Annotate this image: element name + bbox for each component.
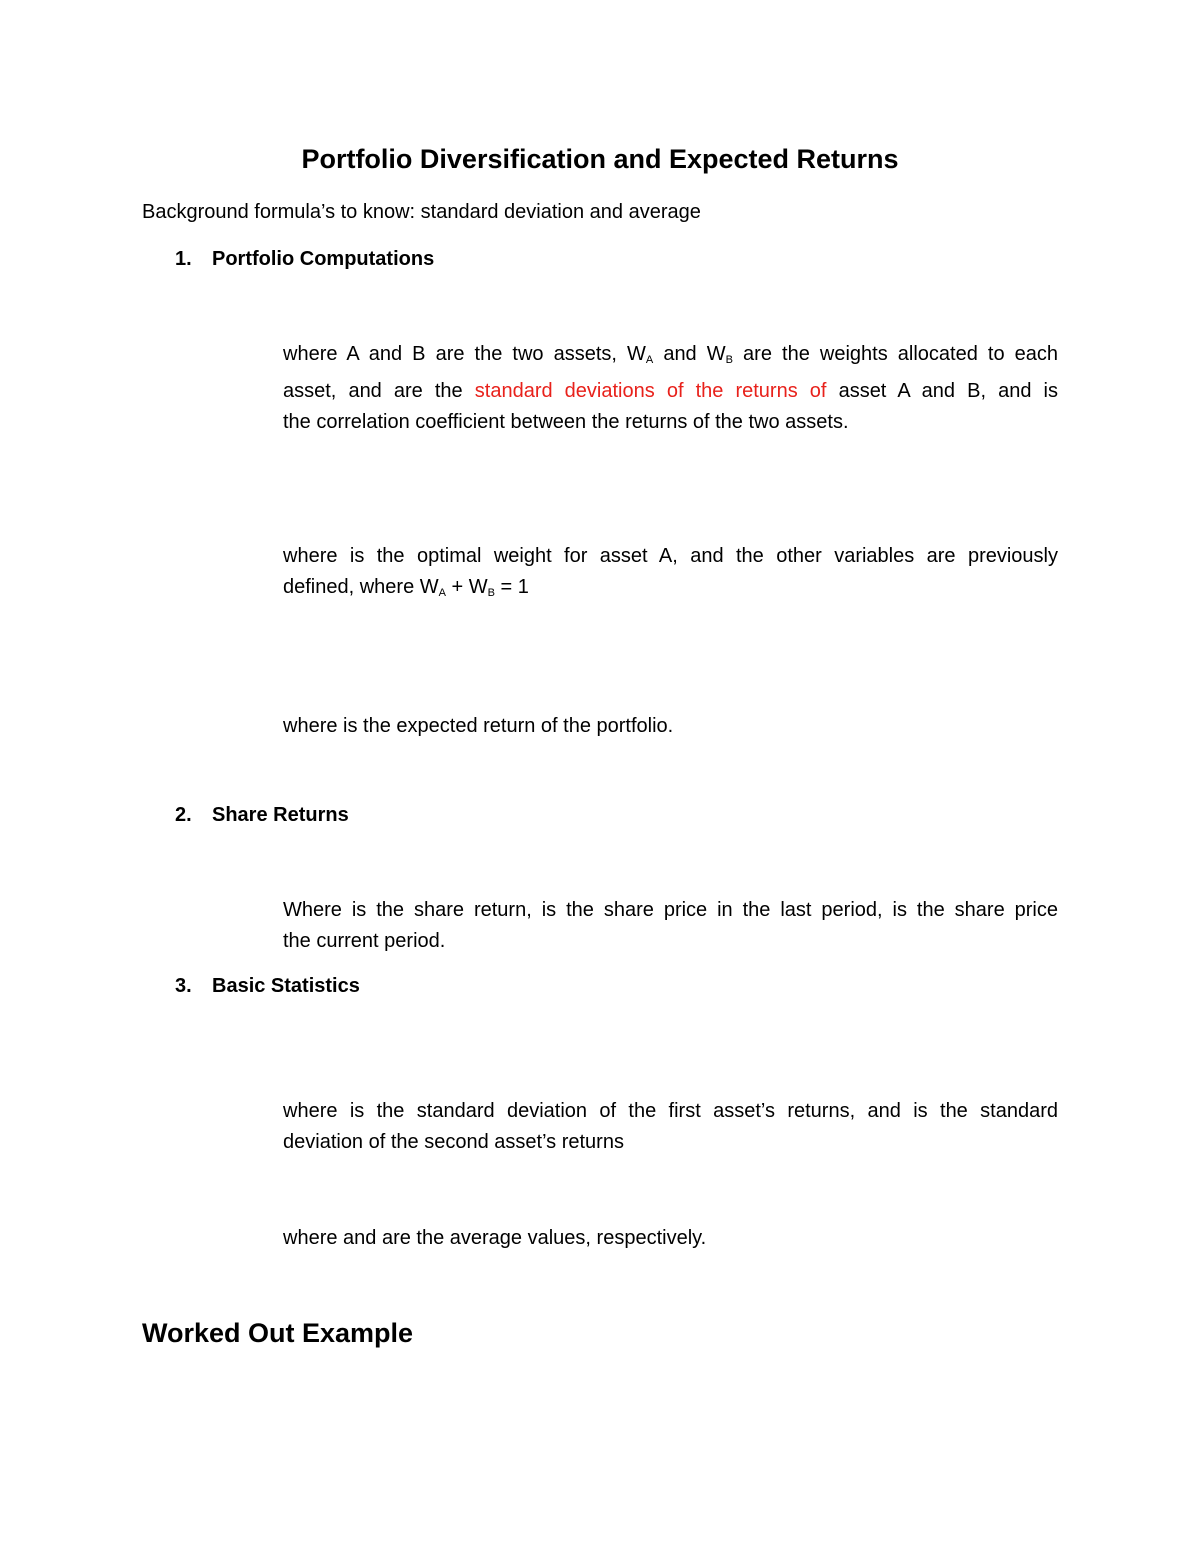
paragraph-line: the current period. [283,930,446,952]
paragraph-line: defined, where $W_A + W_B = 1$ [283,576,529,599]
section-heading-portfolio-computations [175,248,434,271]
document-title: Portfolio Diversification and Expected Returns [301,144,899,174]
standard-deviation-explanation [283,1096,1058,1158]
paragraph-line: where is the standard deviation of the first asset’s returns, and is the standard [283,1100,1058,1122]
highlighted-text: standard deviations of the returns of [474,380,827,402]
section-title: Share Returns [212,804,349,826]
section-title: Basic Statistics [212,975,360,997]
section-heading-share-returns [175,804,349,827]
paragraph-line: where is the optimal weight for asset A, and the other variables are previously [283,545,1058,567]
paragraph-line: where A and B are the two assets, $W_A$ and $W_B$ are the weights allocated to each [283,343,1059,366]
intro-text: Background formula’s to know: standard deviation and average [142,201,701,223]
average-values-explanation [283,1223,1058,1254]
paragraph-line: asset, and are the standard deviations of the returns of asset A and B, and is [283,380,1058,402]
expected-return-explanation [283,711,1058,742]
worked-example-heading: Worked Out Example [142,1318,414,1348]
paragraph-line: where and are the average values, respectively. [283,1227,707,1249]
share-return-explanation [283,895,1058,957]
paragraph-line: where is the expected return of the portfolio. [283,715,674,737]
section-heading-basic-statistics [175,975,360,998]
paragraph-line: Where is the share return, is the share price in the last period, is the share price [283,899,1058,921]
section-number: 2. [175,804,192,826]
optimal-weight-explanation [283,541,1058,609]
section-title: Portfolio Computations [212,248,435,270]
paragraph-line: deviation of the second asset’s returns [283,1131,624,1153]
section-number: 1. [175,248,192,270]
section-number: 3. [175,975,192,997]
paragraph-line: the correlation coefficient between the returns of the two assets. [283,411,849,433]
portfolio-variance-explanation [283,339,1058,438]
